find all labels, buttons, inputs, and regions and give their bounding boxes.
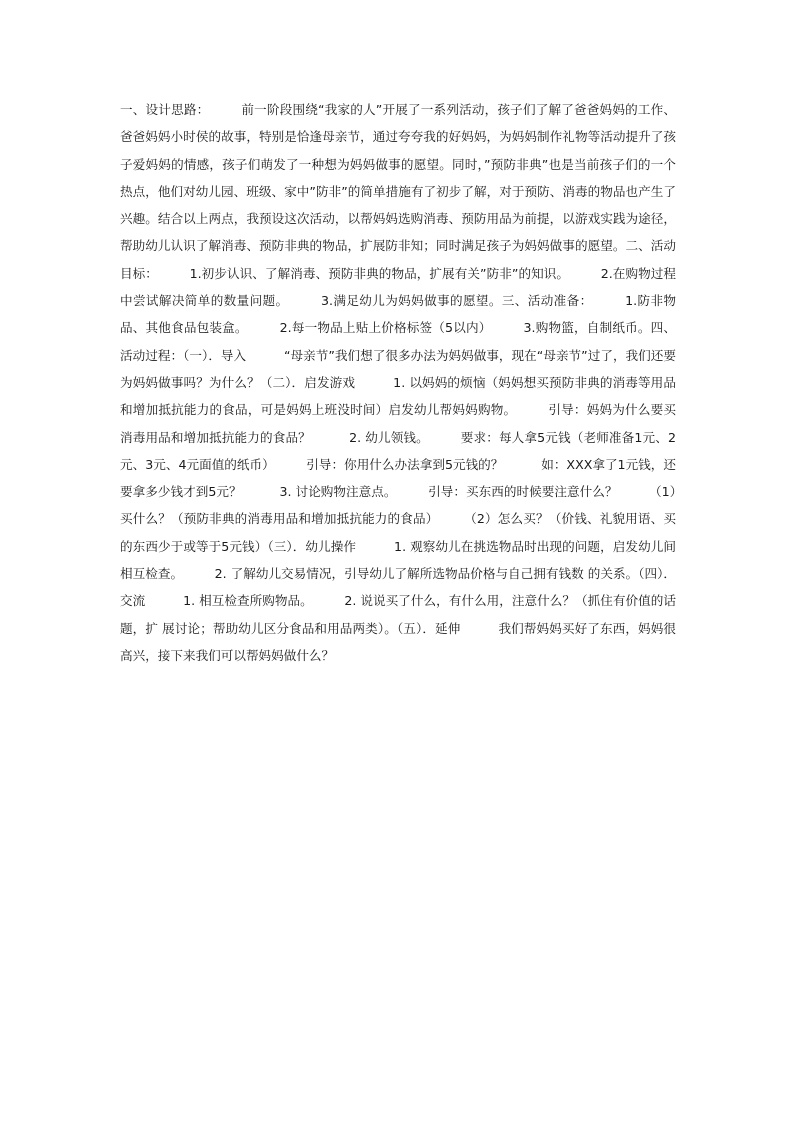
lesson-plan-text: 一、设计思路： 前一阶段围绕“我家的人”开展了一系列活动，孩子们了解了爸爸妈妈的工作、爸爸妈妈小时侯的故事，特别是恰逢母亲节，通过夸夸我的好妈妈，为妈妈制作礼物等活动提升了孩子爱妈妈的情感，孩子们萌发了一种想为妈妈做事的愿望。同时，”预防非典”也是当前孩子们的一个热点，他们对幼儿园、班级、家中”防非”的简单措施有了初步了解，对于预防、消毒的物品也产生了兴趣。结合以上两点，我预设这次活动，以帮妈妈选购消毒、预防用品为前提，以游戏实践为途径，帮助幼儿认识了解消毒、预防非典的物品，扩展防非知；同时满足孩子为妈妈做事的愿望。二、活动目标： 1.初步认识、了解消毒、预防非典的物品，扩展有关”防非”的知识。 2.在购物过程中尝试解决简单的数量问题。 3.满足幼儿为妈妈做事的愿望。三、活动准备： 1.防非物品、其他食品包装盒。 2.每一物品上贴上价格标签（5以内） 3.购物篮，自制纸币。四、活动过程：（一）．导入 “母亲节”我们想了很多办法为妈妈做事，现在“母亲节”过了，我们还要为妈妈做事吗？为什么？（二）．启发游戏 1. 以妈妈的烦恼（妈妈想买预防非典的消毒等用品和增加抵抗能力的食品，可是妈妈上班没时间）启发幼儿帮妈妈购物。 引导：妈妈为什么要买消毒用品和增加抵抗能力的食品？ 2. 幼儿领钱。 要求：每人拿5元钱（老师准备1元、2元、3元、4元面值的纸币） 引导：你用什么办法拿到5元钱的？ 如：XXX拿了1元钱，还要拿多少钱才到5元？ 3. 讨论购物注意点。 引导：买东西的时候要注意什么？ （1）买什么？（预防非典的消毒用品和增加抵抗能力的食品） （2）怎么买？（价钱、礼貌用语、买的东西少于或等于5元钱）（三）．幼儿操作 1. 观察幼儿在挑选物品时出现的问题，启发幼儿间相互检查。 2. 了解幼儿交易情况，引导幼儿了解所选物品价格与自己拥有钱数 的关系。（四）．交流 1. 相互检查所购物品。 2. 说说买了什么，有什么用，注意什么？（抓住有价值的话题，扩 展讨论；帮助幼儿区分食品和用品两类）。（五）．延伸 我们帮妈妈买好了东西，妈妈很高兴，接下来我们可以帮妈妈做什么？	[120, 102, 676, 663]
